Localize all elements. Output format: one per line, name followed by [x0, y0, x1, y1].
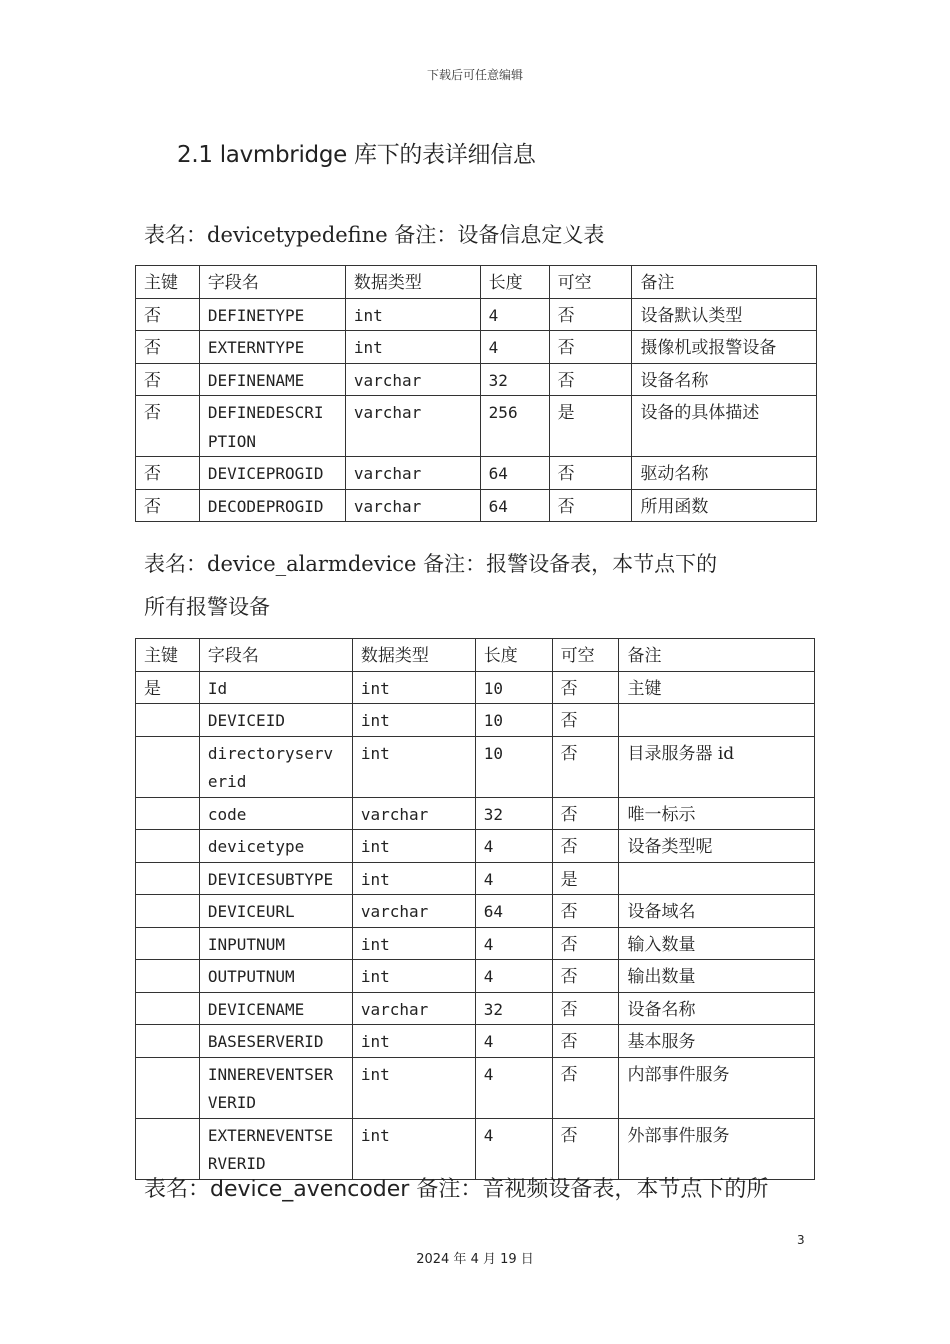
table-cell: 设备域名 — [619, 895, 815, 928]
table-cell: 32 — [480, 363, 549, 396]
table-cell: 否 — [552, 797, 619, 830]
table-cell: 输入数量 — [619, 927, 815, 960]
table-cell: DECODEPROGID — [199, 489, 345, 522]
table-cell: 4 — [480, 298, 549, 331]
table-cell: 是 — [549, 396, 632, 457]
header-cell: 长度 — [480, 266, 549, 299]
table-cell: 否 — [549, 331, 632, 364]
header-cell: 主键 — [136, 266, 200, 299]
table-cell: 否 — [552, 830, 619, 863]
table1-caption: 表名：devicetypedefine 备注：设备信息定义表 — [144, 223, 605, 247]
table2-caption — [144, 543, 814, 629]
table-cell: 否 — [549, 489, 632, 522]
table-cell: OUTPUTNUM — [199, 960, 352, 993]
section-title: 2.1 lavmbridge 库下的表详细信息 — [177, 142, 536, 168]
table-cell: 否 — [136, 298, 200, 331]
table-cell: 否 — [552, 895, 619, 928]
table-row — [136, 1057, 815, 1118]
table-cell: varchar — [345, 489, 480, 522]
table-row — [136, 960, 815, 993]
table-cell: varchar — [352, 895, 475, 928]
table-cell: directoryserv erid — [199, 736, 352, 797]
header-row — [136, 639, 815, 672]
table-cell: int — [352, 1118, 475, 1179]
table-cell — [136, 830, 200, 863]
header-cell: 可空 — [552, 639, 619, 672]
table-cell: DEFINETYPE — [199, 298, 345, 331]
table-cell: 64 — [480, 457, 549, 490]
table-cell: Id — [199, 671, 352, 704]
table-cell: BASESERVERID — [199, 1025, 352, 1058]
table-cell: DEVICEPROGID — [199, 457, 345, 490]
table-cell: DEVICENAME — [199, 992, 352, 1025]
table-device-alarmdevice — [135, 638, 815, 1180]
table-cell: INPUTNUM — [199, 927, 352, 960]
table-row — [136, 298, 817, 331]
table-cell: 否 — [552, 960, 619, 993]
table-row — [136, 895, 815, 928]
table-cell: int — [345, 331, 480, 364]
table-cell: 否 — [136, 489, 200, 522]
table-cell: 否 — [136, 363, 200, 396]
header-cell: 主键 — [136, 639, 200, 672]
table-cell: 否 — [552, 1057, 619, 1118]
table-cell: 设备名称 — [619, 992, 815, 1025]
table-cell: varchar — [352, 992, 475, 1025]
table-cell: 目录服务器 id — [619, 736, 815, 797]
table-cell: devicetype — [199, 830, 352, 863]
table-cell: int — [352, 736, 475, 797]
table-cell: 设备类型呢 — [619, 830, 815, 863]
table-cell: 64 — [475, 895, 552, 928]
table-cell — [136, 960, 200, 993]
table-row — [136, 457, 817, 490]
table-row — [136, 862, 815, 895]
table-cell — [136, 895, 200, 928]
table-cell: 主键 — [619, 671, 815, 704]
table-cell: 4 — [475, 862, 552, 895]
table-cell: 否 — [549, 363, 632, 396]
header-cell: 备注 — [619, 639, 815, 672]
table-cell: 否 — [549, 457, 632, 490]
table-cell: int — [352, 671, 475, 704]
table-cell — [136, 927, 200, 960]
header-cell: 数据类型 — [345, 266, 480, 299]
table-cell: 否 — [552, 1025, 619, 1058]
table-body — [136, 266, 817, 522]
table-cell: EXTERNEVENTSE RVERID — [199, 1118, 352, 1179]
table-row — [136, 797, 815, 830]
table-body — [136, 639, 815, 1180]
table-cell: 否 — [552, 927, 619, 960]
table-cell: 4 — [475, 960, 552, 993]
header-cell: 长度 — [475, 639, 552, 672]
table-cell: 32 — [475, 992, 552, 1025]
table-cell: 4 — [480, 331, 549, 364]
header-cell: 字段名 — [199, 266, 345, 299]
table-row — [136, 363, 817, 396]
footer-date: 2024 年 4 月 19 日 — [416, 1252, 534, 1267]
table-cell: 4 — [475, 1057, 552, 1118]
table-row — [136, 396, 817, 457]
table-cell: varchar — [345, 396, 480, 457]
header-cell: 数据类型 — [352, 639, 475, 672]
table-cell: 否 — [552, 1118, 619, 1179]
table-cell: 驱动名称 — [632, 457, 817, 490]
table-cell: 否 — [136, 331, 200, 364]
table-cell: 10 — [475, 671, 552, 704]
table-cell: 基本服务 — [619, 1025, 815, 1058]
table-cell: 64 — [480, 489, 549, 522]
table-cell: EXTERNTYPE — [199, 331, 345, 364]
table-cell: int — [345, 298, 480, 331]
header-cell: 字段名 — [199, 639, 352, 672]
table-cell: 10 — [475, 704, 552, 737]
table-cell: 10 — [475, 736, 552, 797]
table-row — [136, 704, 815, 737]
table-cell: 外部事件服务 — [619, 1118, 815, 1179]
table-cell: varchar — [352, 797, 475, 830]
table-cell: 否 — [549, 298, 632, 331]
table-cell: varchar — [345, 457, 480, 490]
table-cell: DEFINEDESCRI PTION — [199, 396, 345, 457]
table-cell: 4 — [475, 1118, 552, 1179]
table-cell: 设备默认类型 — [632, 298, 817, 331]
table-cell: 是 — [552, 862, 619, 895]
table-cell: 内部事件服务 — [619, 1057, 815, 1118]
table-cell — [136, 736, 200, 797]
table2-caption-line1: 表名：device_alarmdevice 备注：报警设备表，本节点下的 — [144, 552, 718, 576]
header-cell: 备注 — [632, 266, 817, 299]
table-row — [136, 1025, 815, 1058]
table-cell: code — [199, 797, 352, 830]
table-row — [136, 992, 815, 1025]
table-row — [136, 736, 815, 797]
page-number: 3 — [797, 1233, 805, 1247]
table-cell: 否 — [552, 992, 619, 1025]
table-cell — [136, 992, 200, 1025]
table-cell: 否 — [552, 704, 619, 737]
table-cell: 输出数量 — [619, 960, 815, 993]
table-cell: DEVICEURL — [199, 895, 352, 928]
table-cell: 唯一标示 — [619, 797, 815, 830]
page-header: 下载后可任意编辑 — [426, 68, 523, 82]
table-row — [136, 927, 815, 960]
table-cell: INNEREVENTSER VERID — [199, 1057, 352, 1118]
table-row — [136, 830, 815, 863]
table-cell: 否 — [136, 457, 200, 490]
table-cell: 否 — [136, 396, 200, 457]
table-cell — [619, 704, 815, 737]
table-cell: 否 — [552, 671, 619, 704]
table-cell — [136, 1057, 200, 1118]
header-row — [136, 266, 817, 299]
table-row — [136, 331, 817, 364]
table-cell: 否 — [552, 736, 619, 797]
table-cell — [136, 862, 200, 895]
table2-caption-line2: 所有报警设备 — [144, 595, 270, 619]
table-cell: int — [352, 862, 475, 895]
table-cell: varchar — [345, 363, 480, 396]
table3-caption: 表名：device_avencoder 备注：音视频设备表，本节点下的所 — [144, 1177, 769, 1202]
table-cell: int — [352, 1057, 475, 1118]
table-cell: 32 — [475, 797, 552, 830]
table-cell: 所用函数 — [632, 489, 817, 522]
table-cell: 4 — [475, 927, 552, 960]
table-cell: 256 — [480, 396, 549, 457]
table-cell: DEFINENAME — [199, 363, 345, 396]
table-cell: int — [352, 704, 475, 737]
table-cell — [136, 797, 200, 830]
table-cell: 设备的具体描述 — [632, 396, 817, 457]
table-cell: 摄像机或报警设备 — [632, 331, 817, 364]
table-devicetypedefine — [135, 265, 817, 522]
table-cell: int — [352, 830, 475, 863]
table-cell: int — [352, 927, 475, 960]
header-cell: 可空 — [549, 266, 632, 299]
table-cell: DEVICESUBTYPE — [199, 862, 352, 895]
table-cell — [136, 1025, 200, 1058]
table-cell: 4 — [475, 1025, 552, 1058]
table-cell: 设备名称 — [632, 363, 817, 396]
table-cell: 4 — [475, 830, 552, 863]
table-cell — [619, 862, 815, 895]
table-row — [136, 489, 817, 522]
table-cell — [136, 704, 200, 737]
table-cell: DEVICEID — [199, 704, 352, 737]
table-cell: 是 — [136, 671, 200, 704]
table-cell: int — [352, 960, 475, 993]
table-row — [136, 671, 815, 704]
table-cell: int — [352, 1025, 475, 1058]
